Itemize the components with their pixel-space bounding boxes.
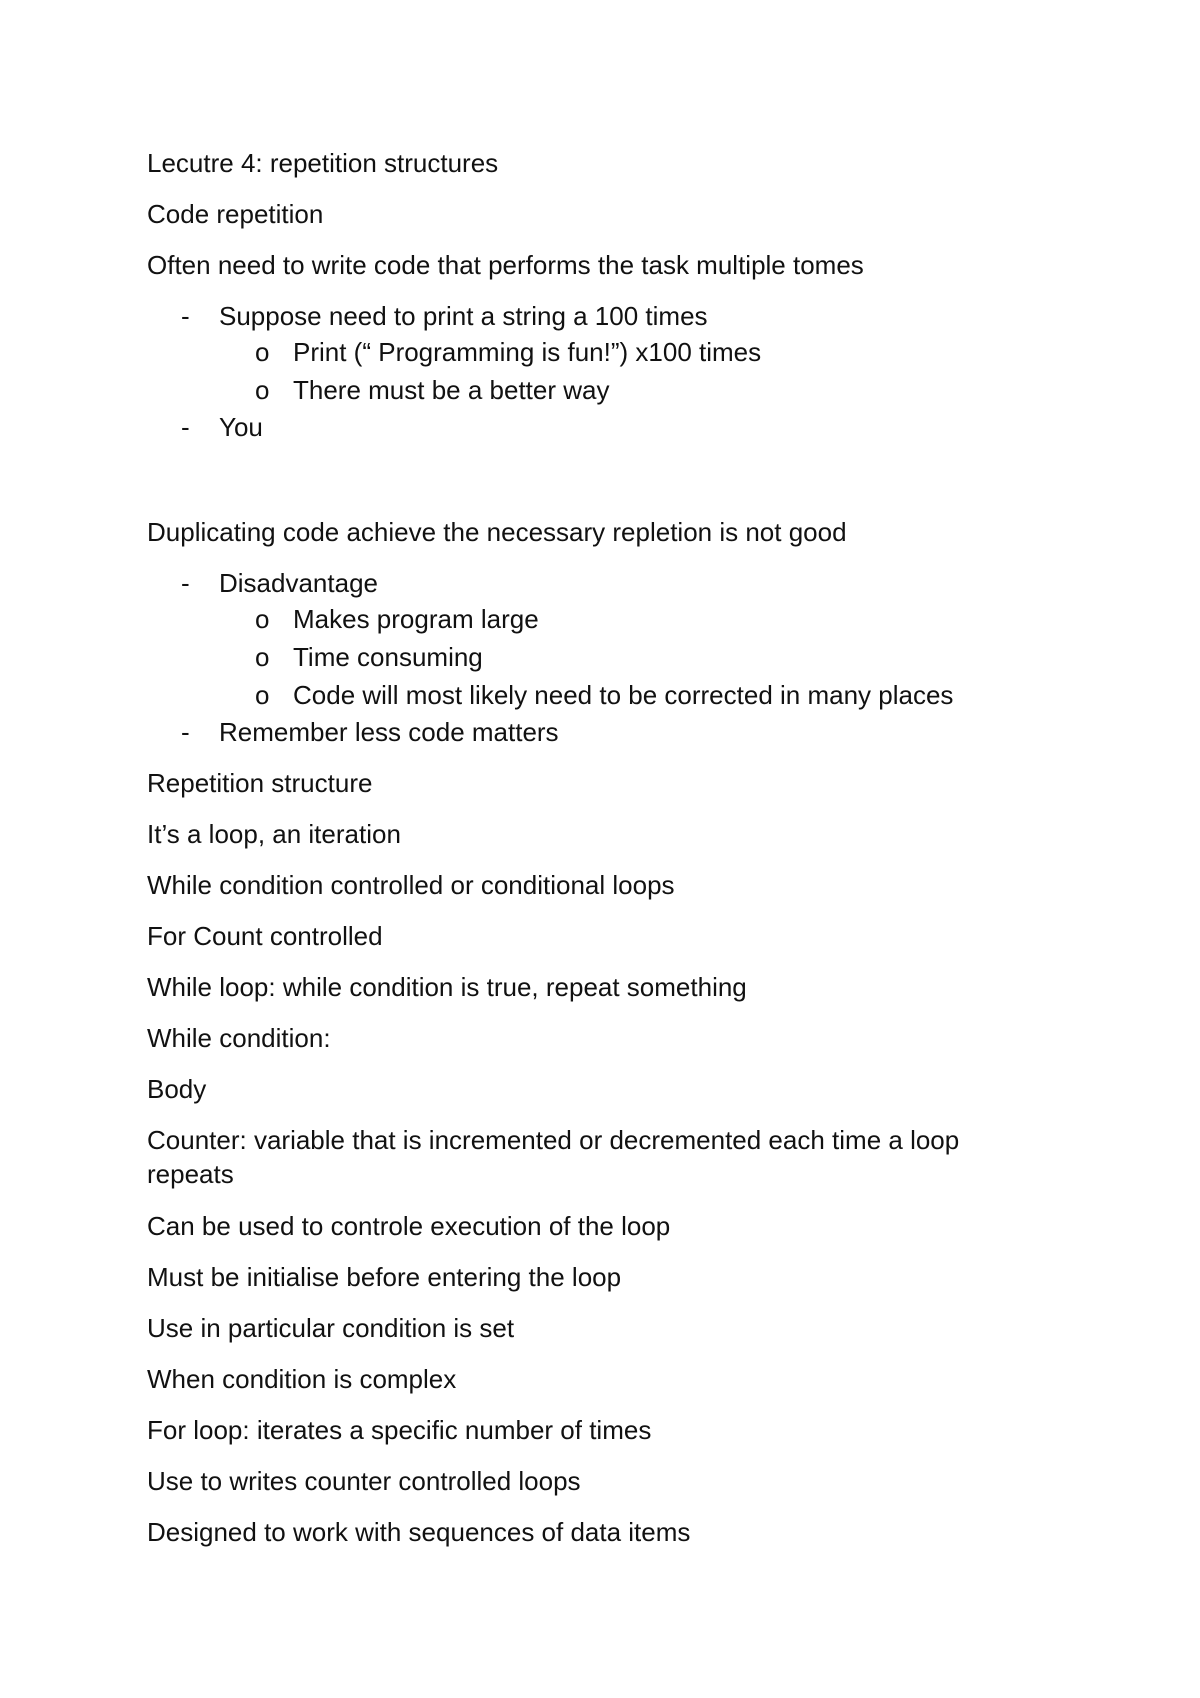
circle-bullet: o — [255, 337, 270, 367]
list-item: - Suppose need to print a string a 100 times — [181, 301, 708, 331]
text-line: Designed to work with sequences of data items — [147, 1517, 691, 1547]
circle-bullet: o — [255, 680, 270, 710]
list-item: - Disadvantage — [181, 568, 378, 598]
paragraph-duplicating-code: Duplicating code achieve the necessary repletion is not good — [147, 517, 847, 547]
text-line: While condition: — [147, 1023, 331, 1053]
list-subitem: o Makes program large — [255, 604, 539, 634]
list-item: - Remember less code matters — [181, 717, 559, 747]
list-subitem: o Print (“ Programming is fun!”) x100 times — [255, 337, 762, 367]
circle-bullet: o — [255, 642, 270, 672]
circle-bullet: o — [255, 375, 270, 405]
list-subitem: o Code will most likely need to be corrected in many places — [255, 680, 954, 710]
text-line: For loop: iterates a specific number of times — [147, 1415, 652, 1445]
text-line: It’s a loop, an iteration — [147, 819, 401, 849]
dash-bullet: - — [181, 301, 190, 331]
text-line: Can be used to controle execution of the loop — [147, 1211, 671, 1241]
text-line: Must be initialise before entering the loop — [147, 1262, 622, 1292]
circle-bullet: o — [255, 604, 270, 634]
dash-bullet: - — [181, 568, 190, 598]
dash-bullet: - — [181, 412, 190, 442]
dash-bullet: - — [181, 717, 190, 747]
text-line: While condition controlled or conditional loops — [147, 870, 675, 900]
list-subitem: o There must be a better way — [255, 375, 610, 405]
text-line: Use in particular condition is set — [147, 1313, 515, 1343]
text-line: Body — [147, 1074, 207, 1104]
list-subitem: o Time consuming — [255, 642, 483, 672]
paragraph-often-need: Often need to write code that performs the task multiple tomes — [147, 250, 864, 280]
text-line: Counter: variable that is incremented or decremented each time a loop repeats — [147, 1125, 960, 1189]
text-line: For Count controlled — [147, 921, 383, 951]
list-item: - You — [181, 412, 263, 442]
text-line: Repetition structure — [147, 768, 373, 798]
text-line: Use to writes counter controlled loops — [147, 1466, 581, 1496]
lecture-title: Lecutre 4: repetition structures — [147, 148, 499, 178]
text-line: When condition is complex — [147, 1364, 457, 1394]
text-line: While loop: while condition is true, repeat something — [147, 972, 747, 1002]
section-heading-code-repetition: Code repetition — [147, 199, 324, 229]
